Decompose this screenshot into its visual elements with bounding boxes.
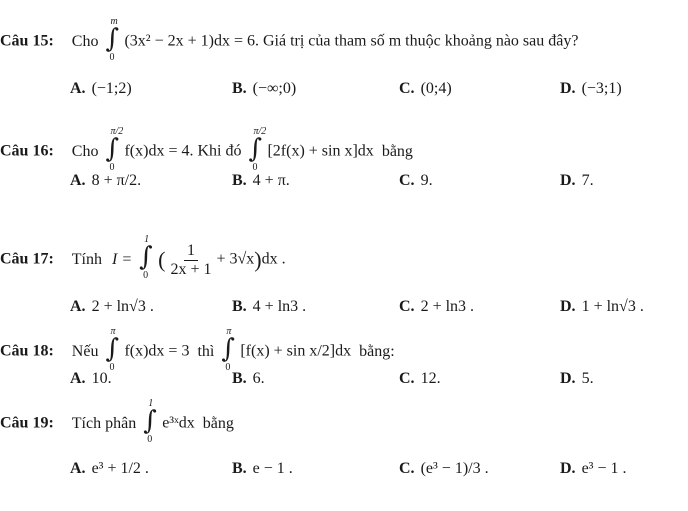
question-text-2: bằng — [381, 142, 413, 160]
integral-sign: ∫ π/2 0 — [105, 126, 124, 173]
integrand: e³ˣdx — [162, 414, 195, 432]
integral-sign: ∫ 1 0 — [139, 234, 153, 281]
integrand: (3x² − 2x + 1)dx = 6 — [124, 32, 255, 50]
question-text: . Khi đó — [189, 142, 242, 160]
question-16 — [0, 126, 413, 173]
integral-sign: ∫ π 0 — [105, 326, 119, 373]
option-b[interactable]: B. (−∞;0) — [232, 80, 297, 97]
integrand-2: [2f(x) + sin x]dx — [267, 142, 374, 160]
option-b[interactable]: B. 4 + π. — [232, 172, 290, 189]
question-label: Câu 16: — [0, 142, 54, 160]
integral-sign: ∫ m 0 — [105, 16, 119, 63]
integral-sign: ∫ π/2 0 — [248, 126, 267, 173]
question-intro: Tính — [71, 250, 102, 268]
option-d[interactable]: D. e³ − 1 . — [560, 460, 627, 477]
question-19 — [0, 398, 234, 445]
option-c[interactable]: C. (e³ − 1)/3 . — [399, 460, 489, 477]
question-intro: Tích phân — [71, 414, 137, 432]
question-label: Câu 18: — [0, 342, 54, 360]
question-17: Câu 17: Tính I = ∫ 1 0 ( $\frac{1}{2x + 1}$ + 3√x)dx . — [0, 234, 286, 281]
option-a[interactable]: A. 10. — [70, 370, 112, 387]
question-text: . Giá trị của tham số m thuộc khoảng nào sau đây? — [254, 32, 579, 50]
option-d[interactable]: D. 1 + ln√3 . — [560, 298, 644, 315]
question-text-2: bằng: — [359, 342, 395, 360]
dx: dx . — [261, 250, 286, 268]
integral-sign: ∫ π 0 — [221, 326, 235, 373]
integrand: f(x)dx = 4 — [124, 142, 190, 160]
option-d[interactable]: D. 7. — [560, 172, 594, 189]
integrand-2: [f(x) + sin x/2]dx — [240, 342, 352, 360]
option-d[interactable]: D. 5. — [560, 370, 594, 387]
option-b[interactable]: B. 4 + ln3 . — [232, 298, 307, 315]
question-18 — [0, 326, 395, 373]
option-c[interactable]: C. 9. — [399, 172, 433, 189]
question-intro: Cho — [71, 32, 99, 50]
question-text: bằng — [202, 414, 234, 432]
option-c[interactable]: C. 12. — [399, 370, 441, 387]
question-label: Câu 19: — [0, 414, 54, 432]
option-a[interactable]: A. 8 + π/2. — [70, 172, 142, 189]
option-c[interactable]: C. (0;4) — [399, 80, 452, 97]
question-text: thì — [197, 342, 215, 360]
question-intro: Cho — [71, 142, 99, 160]
option-a[interactable]: A. e³ + 1/2 . — [70, 460, 149, 477]
option-b[interactable]: B. e − 1 . — [232, 460, 293, 477]
integral-sign: ∫ 1 0 — [143, 398, 157, 445]
option-a[interactable]: A. 2 + ln√3 . — [70, 298, 154, 315]
question-15 — [0, 16, 579, 63]
option-b[interactable]: B. 6. — [232, 370, 265, 387]
lhs: I = — [112, 250, 133, 268]
integrand-rest: + 3√x — [216, 250, 255, 268]
option-a[interactable]: A. (−1;2) — [70, 80, 132, 97]
integrand: f(x)dx = 3 — [124, 342, 190, 360]
option-c[interactable]: C. 2 + ln3 . — [399, 298, 475, 315]
question-intro: Nếu — [71, 342, 99, 360]
fraction: $\frac{1}{2x + 1}$ — [170, 241, 212, 278]
question-label: Câu 15: — [0, 32, 54, 50]
option-d[interactable]: D. (−3;1) — [560, 80, 622, 97]
question-label: Câu 17: — [0, 250, 54, 268]
